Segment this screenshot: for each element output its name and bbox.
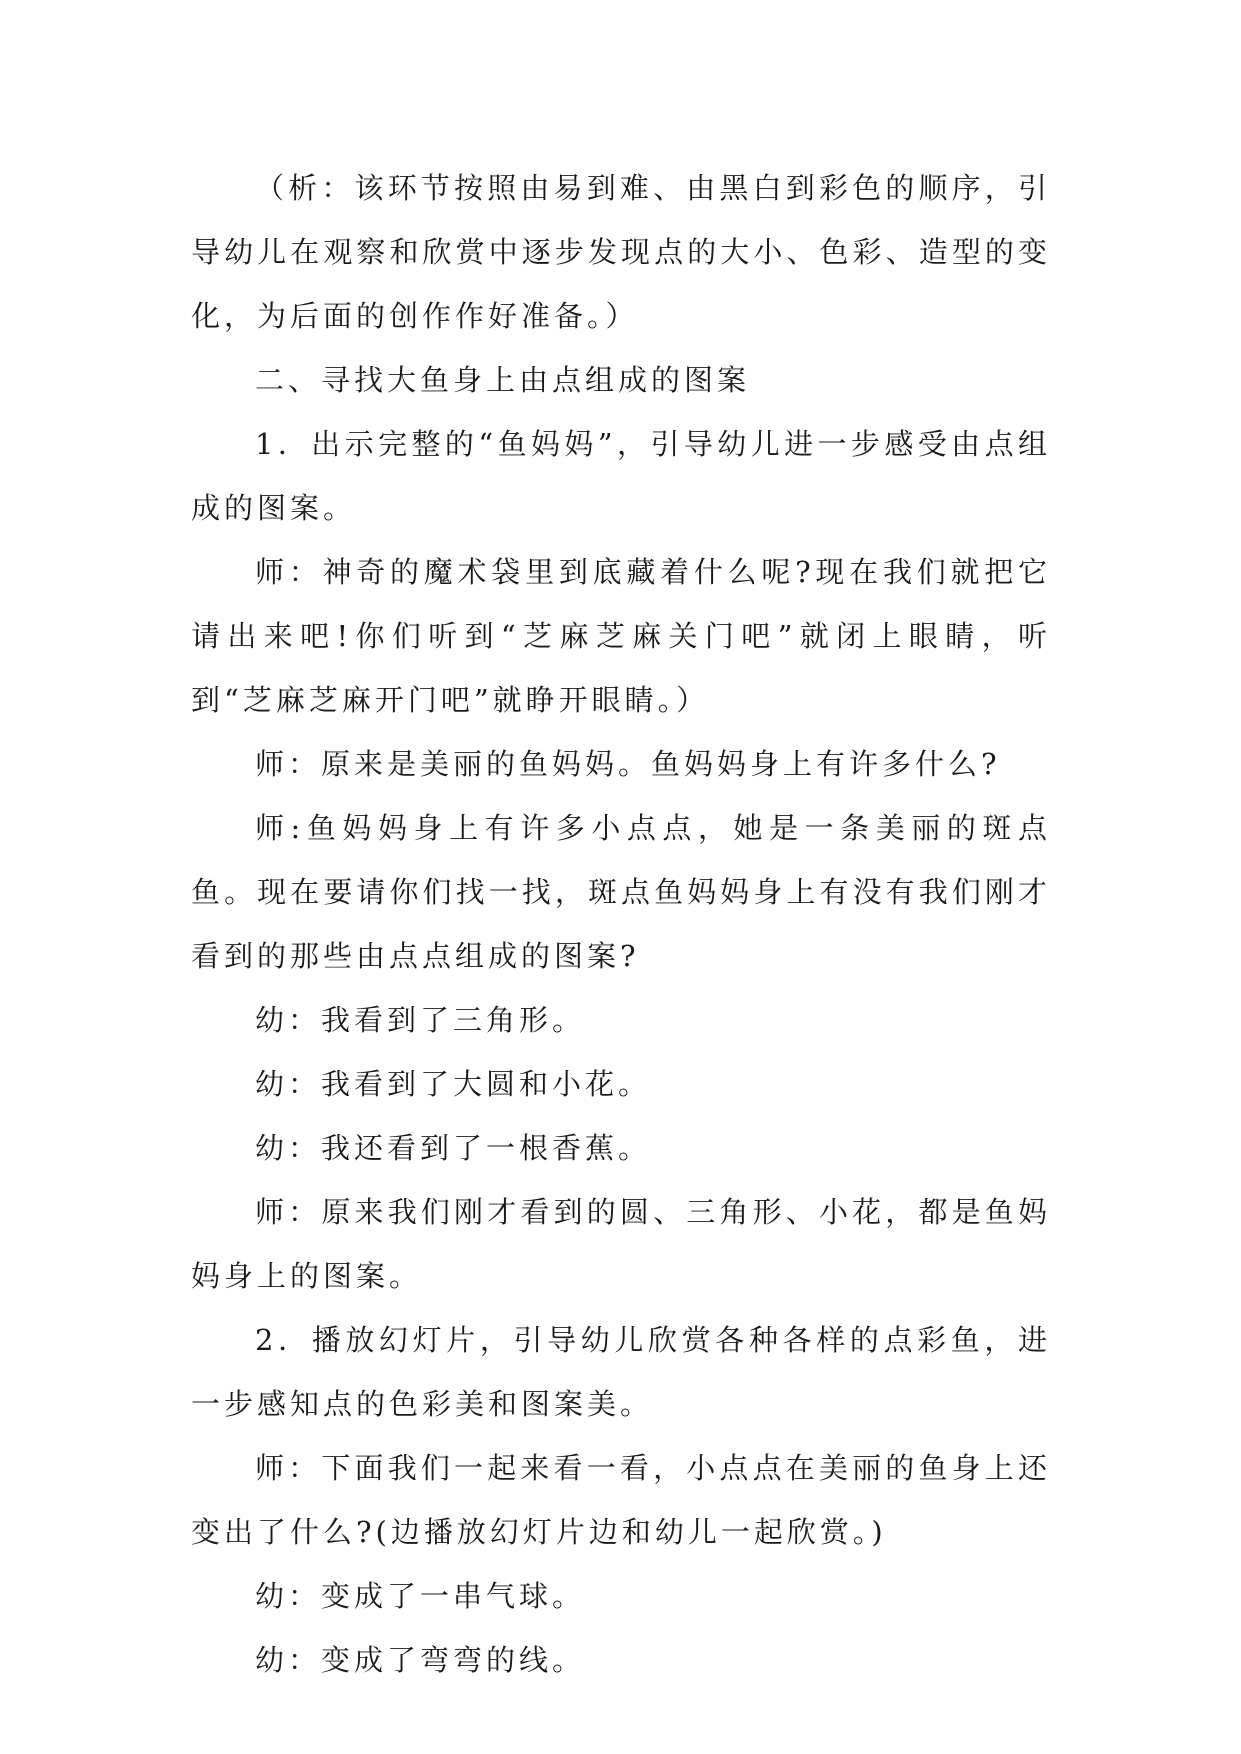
step-heading-2: 2．播放幻灯片，引导幼儿欣赏各种各样的点彩鱼，进一步感知点的色彩美和图案美。: [191, 1323, 1051, 1421]
paragraph-analysis-note: （析：该环节按照由易到难、由黑白到彩色的顺序，引导幼儿在观察和欣赏中逐步发现点的大小、色彩、造型的变化，为后面的创作作好准备。）: [191, 171, 1051, 333]
child-line: 幼：我还看到了一根香蕉。: [255, 1131, 652, 1165]
section-heading: 二、寻找大鱼身上由点组成的图案: [255, 363, 751, 397]
teacher-line: 师:鱼妈妈身上有许多小点点，她是一条美丽的斑点鱼。现在要请你们找一找，斑点鱼妈妈身上有没有我们刚才看到的那些由点点组成的图案?: [191, 811, 1051, 973]
teacher-line: 师：原来是美丽的鱼妈妈。鱼妈妈身上有许多什么?: [255, 747, 1001, 781]
child-line: 幼：我看到了大圆和小花。: [255, 1067, 652, 1101]
teacher-line: 师：神奇的魔术袋里到底藏着什么呢?现在我们就把它请出来吧!你们听到“芝麻芝麻关门吧”就闭上眼睛，听到“芝麻芝麻开门吧”就睁开眼睛。）: [191, 555, 1051, 717]
teacher-line: 师：下面我们一起来看一看，小点点在美丽的鱼身上还变出了什么?(边播放幻灯片边和幼儿一起欣赏。): [191, 1451, 1051, 1549]
child-line: 幼：变成了弯弯的线。: [255, 1643, 586, 1677]
step-heading-1: 1．出示完整的“鱼妈妈”，引导幼儿进一步感受由点组成的图案。: [191, 427, 1051, 525]
teacher-line: 师：原来我们刚才看到的圆、三角形、小花，都是鱼妈妈身上的图案。: [191, 1195, 1051, 1293]
child-line: 幼：变成了一串气球。: [255, 1579, 586, 1613]
child-line: 幼：我看到了三角形。: [255, 1003, 586, 1037]
document-body: [191, 156, 1051, 1692]
